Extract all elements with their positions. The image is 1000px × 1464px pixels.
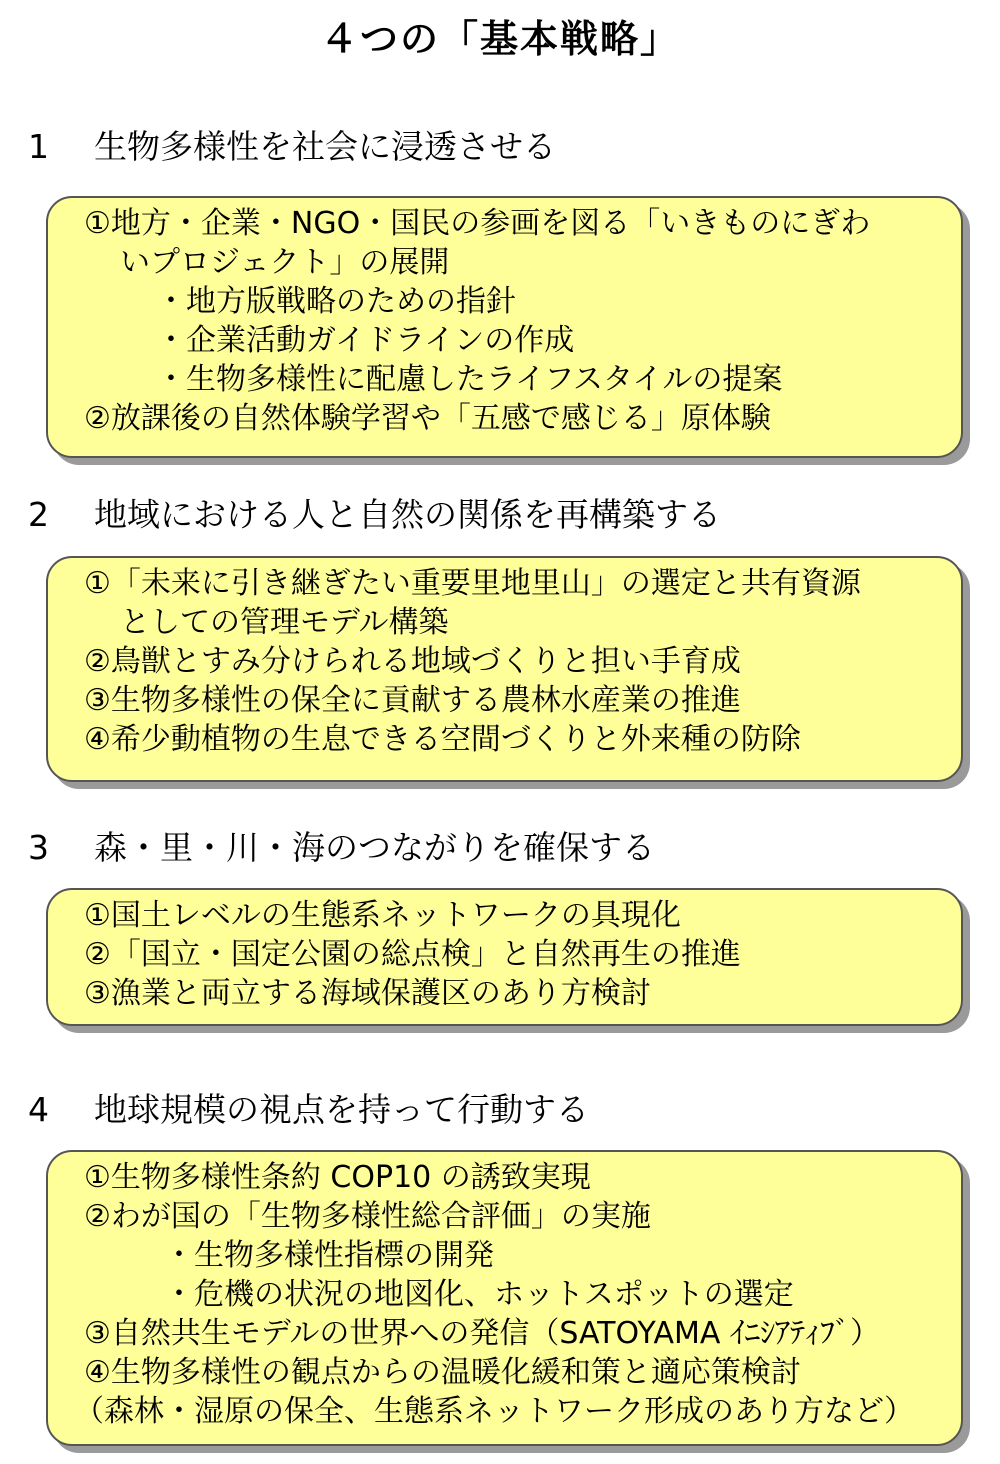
strategy-box-2 xyxy=(46,556,963,782)
list-item: ・企業活動ガイドラインの作成 xyxy=(156,323,575,358)
list-item: としての管理モデル構築 xyxy=(120,605,449,640)
section-title: 地球規模の視点を持って行動する xyxy=(94,1090,589,1129)
list-item: ②わが国の「生物多様性総合評価」の実施 xyxy=(84,1199,651,1234)
strategy-box-3 xyxy=(46,888,963,1026)
list-item: ②「国立・国定公園の総点検」と自然再生の推進 xyxy=(84,937,741,972)
list-item: いプロジェクト」の展開 xyxy=(120,245,450,280)
section-heading-4 xyxy=(28,1088,589,1132)
list-item: ④生物多様性の観点からの温暖化緩和策と適応策検討 xyxy=(84,1355,801,1390)
list-item: ③生物多様性の保全に貢献する農林水産業の推進 xyxy=(84,683,741,718)
list-item: ①国土レベルの生態系ネットワークの具現化 xyxy=(84,898,681,933)
strategy-box-1 xyxy=(46,196,963,458)
section-number: 2 xyxy=(28,495,49,534)
list-item: ②放課後の自然体験学習や「五感で感じる」原体験 xyxy=(84,401,771,436)
list-item: ②鳥獣とすみ分けられる地域づくりと担い手育成 xyxy=(84,644,741,679)
strategy-box-4 xyxy=(46,1150,963,1446)
list-item: ③自然共生モデルの世界への発信（SATOYAMA ｲﾆｼｱﾃｨﾌﾞ） xyxy=(84,1316,880,1351)
list-item: ・生物多様性に配慮したライフスタイルの提案 xyxy=(156,362,783,397)
list-item: ・危機の状況の地図化、ホットスポットの選定 xyxy=(164,1277,794,1312)
list-item: ・生物多様性指標の開発 xyxy=(164,1238,494,1273)
list-item: ・地方版戦略のための指針 xyxy=(156,284,516,319)
section-heading-3 xyxy=(28,826,655,870)
page-title: ４つの「基本戦略」 xyxy=(319,17,680,61)
section-heading-2 xyxy=(28,493,721,537)
list-item: （森林・湿原の保全、生態系ネットワーク形成のあり方など） xyxy=(74,1394,914,1429)
section-title: 生物多様性を社会に浸透させる xyxy=(94,127,556,166)
section-title: 森・里・川・海のつながりを確保する xyxy=(94,828,655,867)
list-item: ①生物多様性条約 COP10 の誘致実現 xyxy=(84,1160,591,1195)
list-item: ①地方・企業・NGO・国民の参画を図る「いきものにぎわ xyxy=(84,206,871,241)
list-item: ①「未来に引き継ぎたい重要里地里山」の選定と共有資源 xyxy=(84,566,861,601)
section-heading-1 xyxy=(28,125,556,169)
list-item: ③漁業と両立する海域保護区のあり方検討 xyxy=(84,976,651,1011)
section-number: 1 xyxy=(28,127,49,166)
section-number: 3 xyxy=(28,828,49,867)
section-title: 地域における人と自然の関係を再構築する xyxy=(94,495,721,534)
list-item: ④希少動植物の生息できる空間づくりと外来種の防除 xyxy=(84,722,801,757)
section-number: 4 xyxy=(28,1090,49,1129)
